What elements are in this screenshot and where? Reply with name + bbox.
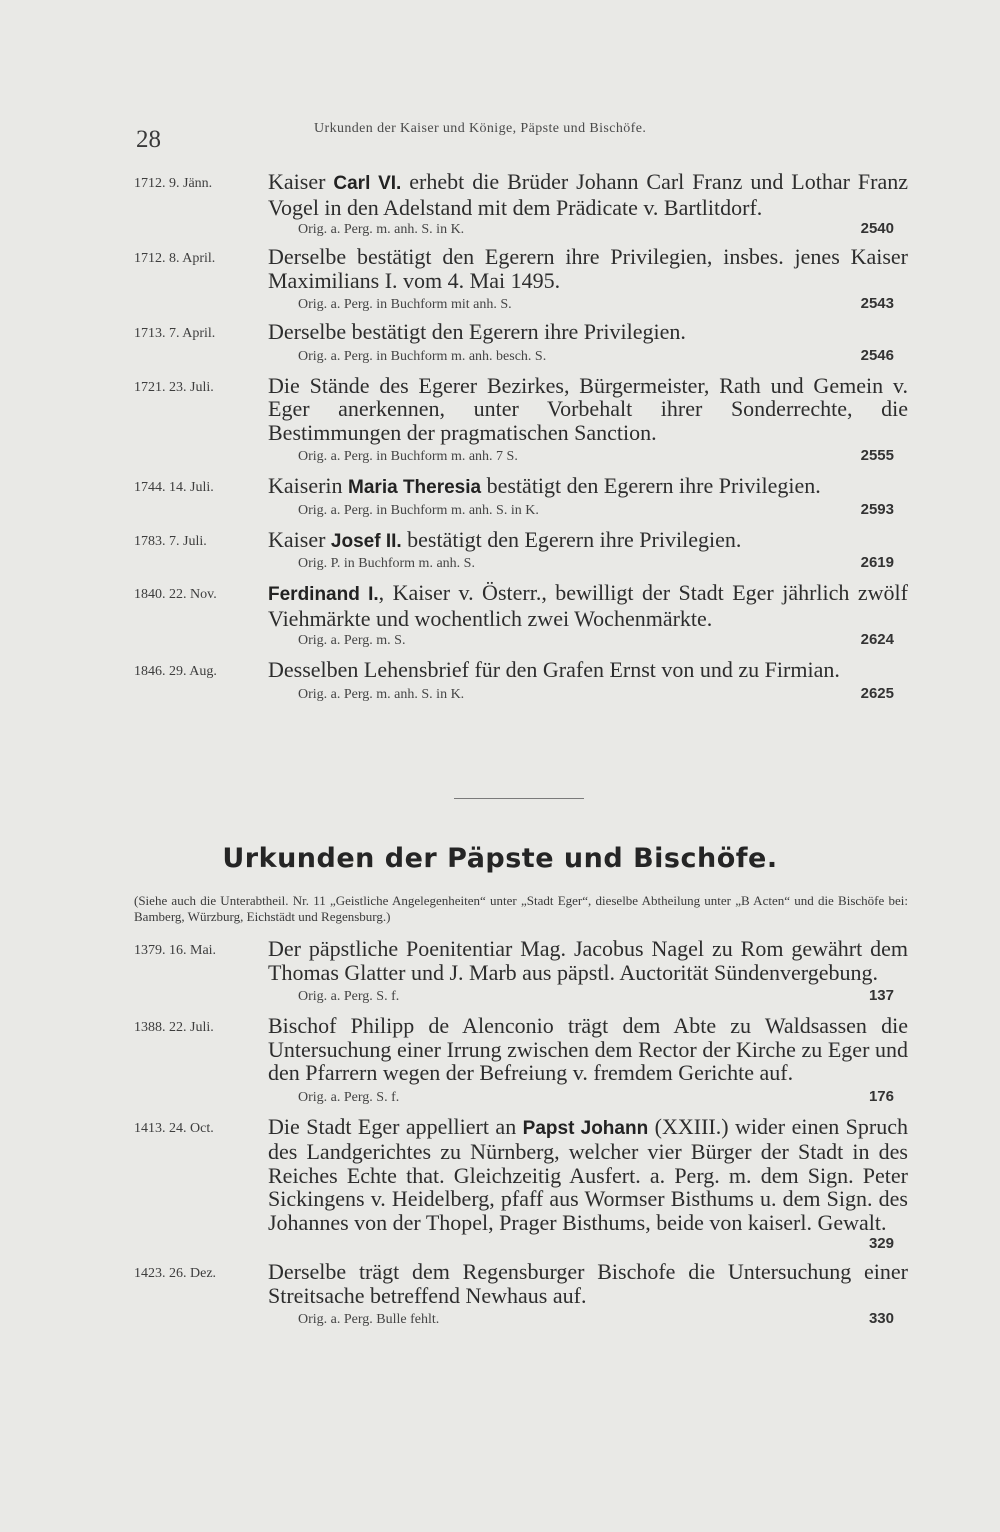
section-title: Urkunden der Päpste und Bischöfe. <box>222 843 778 874</box>
entry-date: 1423. 26. Dez. <box>134 1266 217 1281</box>
running-title: Urkunden der Kaiser und Könige, Päpste und Bischöfe. <box>314 121 647 136</box>
entry-text <box>268 320 908 346</box>
entry-text-rest: erhebt die Brüder Johann Carl Franz und Lothar Franz Vogel in den Adelstand mit dem Prädicate v. Bartlitdorf. <box>268 169 908 220</box>
entry-date: 1379. 16. Mai. <box>134 943 217 958</box>
entry-source: Orig. a. Perg. m. S. <box>298 633 406 648</box>
entry-date: 1413. 24. Oct. <box>134 1120 214 1136</box>
entry-number: 2624 <box>860 631 894 648</box>
entries-emperors-kings <box>0 170 1000 706</box>
entry-number: 2593 <box>860 500 894 518</box>
entry-source-line <box>268 684 908 706</box>
entry-text <box>268 528 908 554</box>
entry-person-name: Josef II. <box>330 530 402 552</box>
entry-source: Orig. P. in Buchform m. anh. S. <box>298 556 475 571</box>
entry-text-rest: bestätigt den Egerern ihre Privilegien. <box>481 473 821 498</box>
entry-number: 2555 <box>860 447 894 464</box>
document-entry <box>0 245 1000 316</box>
document-entry <box>0 374 1000 469</box>
entry-text-lead: Derselbe bestätigt den Egerern ihre Privilegien, insbes. jenes Kaiser Maximilians I. vom 4. Mai 1495. <box>268 244 908 293</box>
document-entry <box>0 320 1000 368</box>
entry-text-lead: Derselbe trägt dem Regensburger Bischofe die Untersuchung einer Streitsache betreffend Newhaus auf. <box>268 1259 908 1308</box>
entry-text <box>268 1014 908 1087</box>
entry-text-lead: Desselben Lehensbrief für den Grafen Ernst von und zu Firmian. <box>268 657 840 682</box>
entry-number: 330 <box>868 1310 894 1327</box>
entry-number: 2619 <box>860 554 894 571</box>
entry-text-lead: Kaiser <box>268 169 334 194</box>
entry-text-lead: Die Stände des Egerer Bezirkes, Bürgermeister, Rath und Gemein v. Eger anerkennen, unter Vorbehalt ihrer Sonderrechte, die Bestimmungen der pragmatischen Sanction. <box>268 372 908 445</box>
entry-person-name: Maria Theresia <box>348 477 482 498</box>
entry-text <box>268 1115 908 1235</box>
entry-text <box>268 581 908 630</box>
entry-text-rest: , Kaiser v. Österr., bewilligt der Stadt Eger jährlich zwölf Viehmärkte und wochentlich zwei Wochenmärkte. <box>268 580 908 631</box>
entry-text <box>268 474 908 500</box>
section-divider <box>454 798 584 799</box>
entry-source: Orig. a. Perg. m. anh. S. in K. <box>298 222 465 237</box>
entry-source: Orig. a. Perg. Bulle fehlt. <box>298 1312 440 1327</box>
entry-date: 1783. 7. Juli. <box>134 533 207 549</box>
entry-source-line <box>268 446 908 468</box>
document-entry <box>0 528 1000 576</box>
entry-text <box>268 658 908 684</box>
entry-number: 2625 <box>860 684 894 702</box>
entry-text <box>268 1260 908 1309</box>
entry-source-line <box>268 630 908 652</box>
entry-person-name: Carl VI. <box>333 173 402 194</box>
entry-text <box>268 937 908 986</box>
section-note: (Siehe auch die Unterabtheil. Nr. 11 „Geistliche Angelegenheiten“ unter „Stadt Eger“, dieselbe Abtheilung unter „B Acten“ und die Bischöfe bei: Bamberg, Würzburg, Eichstädt und Regensburg.) <box>134 893 908 924</box>
document-entry <box>0 170 1000 241</box>
entry-text-lead: Kaiser <box>268 526 331 552</box>
entry-person-name: Papst Johann <box>522 1117 649 1139</box>
entry-source: Orig. a. Perg. in Buchform m. anh. besch. S. <box>298 348 547 364</box>
entry-date: 1744. 14. Juli. <box>134 480 214 495</box>
entry-person-name: Ferdinand I. <box>268 584 379 605</box>
entry-date: 1388. 22. Juli. <box>134 1020 214 1035</box>
entry-number: 176 <box>868 1087 894 1105</box>
document-entry <box>0 1260 1000 1331</box>
entry-text-rest: bestätigt den Egerern ihre Privilegien. <box>401 526 742 552</box>
entry-text <box>268 245 908 294</box>
entry-source: Orig. a. Perg. in Buchform mit anh. S. <box>298 297 512 312</box>
entry-source-line <box>268 500 908 522</box>
page-number: 28 <box>136 126 161 153</box>
entry-text-rest: (XXIII.) wider einen Spruch des Landgerichtes zu Nürnberg, welcher vier Bürger der Stadt in des Reiches Echte that. Gleichzeitig Ausfert. a. Perg. m. dem Sign. Peter Sickingens v. Heidelberg, pfaff aus Wormser Bisthums u. dem Sign. des Johannes von der Thopel, Prager Bisthums, beide von kaiserl. Gewalt. <box>268 1113 909 1235</box>
entry-number: 2540 <box>860 220 894 237</box>
document-entry <box>0 474 1000 522</box>
page-header <box>136 118 906 152</box>
entry-number: 2543 <box>860 295 894 312</box>
entry-source: Orig. a. Perg. S. f. <box>298 989 400 1004</box>
entry-source-line <box>268 294 908 316</box>
entry-source: Orig. a. Perg. in Buchform m. anh. 7 S. <box>298 449 518 464</box>
entry-text-lead: Bischof Philipp de Alenconio trägt dem Abte zu Waldsassen die Untersuchung einer Irrung zwischen dem Rector der Kirche zu Eger und den Pfarrern wegen der Befreiung v. fremdem Gerichte auf. <box>268 1013 908 1085</box>
entry-source-line <box>268 1309 908 1331</box>
document-entry <box>0 1014 1000 1109</box>
entry-source-line <box>268 1234 908 1256</box>
document-entry <box>0 937 1000 1008</box>
document-entry <box>0 1115 1000 1257</box>
entry-number: 2546 <box>860 346 894 364</box>
entry-source: Orig. a. Perg. S. f. <box>298 1089 400 1105</box>
entry-date: 1713. 7. April. <box>134 326 216 341</box>
document-entry <box>0 658 1000 706</box>
entry-number: 329 <box>868 1235 894 1252</box>
entries-popes-bishops <box>0 937 1000 1331</box>
entry-text-lead: Kaiserin <box>268 473 349 498</box>
entry-source-line <box>268 219 908 241</box>
entry-text <box>268 374 908 447</box>
entry-number: 137 <box>868 987 894 1004</box>
document-entry <box>0 581 1000 652</box>
entry-date: 1721. 23. Juli. <box>134 379 214 395</box>
entry-source: Orig. a. Perg. in Buchform m. anh. S. in K. <box>298 502 539 518</box>
entry-date: 1712. 8. April. <box>134 251 216 266</box>
entry-date: 1846. 29. Aug. <box>134 664 217 679</box>
entry-text-lead: Die Stadt Eger appelliert an <box>268 1113 523 1139</box>
entry-text <box>268 170 908 219</box>
entry-date: 1712. 9. Jänn. <box>134 176 213 191</box>
entry-source-line <box>268 553 908 575</box>
entry-text-lead: Derselbe bestätigt den Egerern ihre Privilegien. <box>268 319 686 344</box>
entry-source: Orig. a. Perg. m. anh. S. in K. <box>298 686 465 702</box>
entry-text-lead: Der päpstliche Poenitentiar Mag. Jacobus Nagel zu Rom gewährt dem Thomas Glatter und J. Marb aus päpstl. Auctorität Sündenvergebung. <box>268 936 908 985</box>
entry-source-line <box>268 346 908 368</box>
entry-date: 1840. 22. Nov. <box>134 587 217 602</box>
entry-source-line <box>268 986 908 1008</box>
entry-source-line <box>268 1087 908 1109</box>
